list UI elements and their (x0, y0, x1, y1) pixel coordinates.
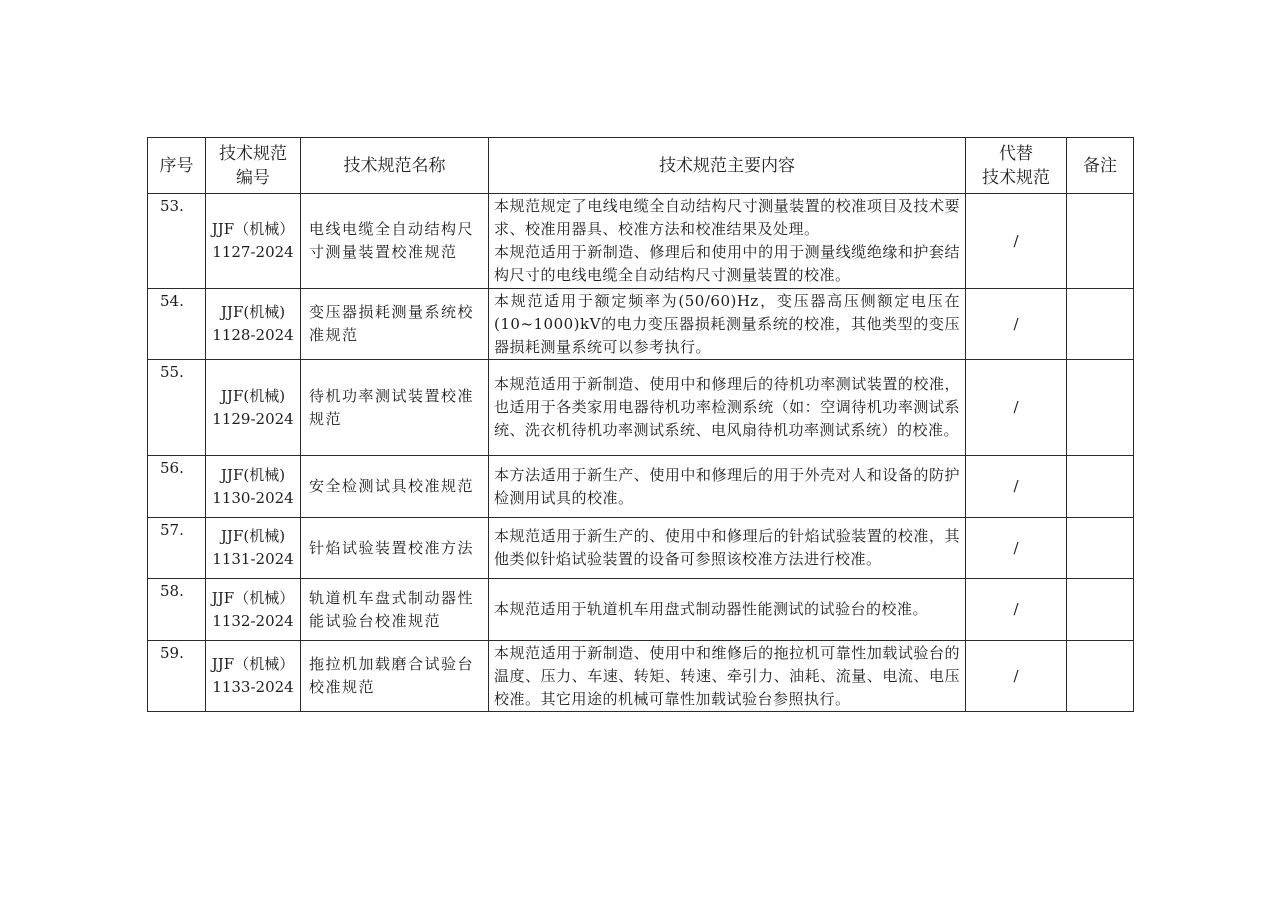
replaces-cell: / (966, 360, 1067, 456)
header-code (206, 138, 301, 194)
seq-cell: 56. (148, 456, 206, 518)
code-cell (206, 194, 301, 289)
code-number: 1133-2024 (212, 678, 294, 696)
content-paragraph: 本规范适用于新制造、修理后和使用中的用于测量线缆绝缘和护套结构尺寸的电线电缆全自动结构尺寸测量装置的校准。 (494, 243, 960, 284)
seq-cell: 57. (148, 518, 206, 579)
header-content: 技术规范主要内容 (489, 138, 966, 194)
remarks-cell (1067, 456, 1134, 518)
code-number: 1127-2024 (212, 243, 294, 261)
content-paragraph: 本规范适用于轨道机车用盘式制动器性能测试的试验台的校准。 (494, 600, 929, 618)
spec-table (147, 137, 1134, 712)
replaces-cell: / (966, 289, 1067, 360)
content-paragraph: 本规范适用于额定频率为(50/60)Hz，变压器高压侧额定电压在(10~1000)kV的电力变压器损耗测量系统的校准，其他类型的变压器损耗测量系统可以参考执行。 (494, 291, 960, 356)
remarks-cell (1067, 641, 1134, 712)
header-replaces-line: 技术规范 (982, 167, 1050, 188)
remarks-cell (1067, 289, 1134, 360)
remarks-cell (1067, 518, 1134, 579)
code-prefix: JJF(机械) (220, 386, 286, 405)
header-seq: 序号 (148, 138, 206, 194)
table-row (148, 289, 1134, 360)
name-cell: 安全检测试具校准规范 (301, 456, 489, 518)
seq-cell: 53. (148, 194, 206, 289)
seq-cell: 58. (148, 579, 206, 641)
code-prefix: JJF(机械) (220, 527, 286, 545)
code-cell (206, 360, 301, 456)
code-number: 1131-2024 (212, 550, 294, 568)
name-cell: 拖拉机加载磨合试验台校准规范 (301, 641, 489, 712)
name-cell: 轨道机车盘式制动器性能试验台校准规范 (301, 579, 489, 641)
code-prefix: JJF(机械) (220, 465, 286, 484)
seq-cell: 55. (148, 360, 206, 456)
header-remarks: 备注 (1067, 138, 1134, 194)
seq-cell: 54. (148, 289, 206, 360)
code-number: 1129-2024 (212, 409, 294, 428)
content-cell (489, 456, 966, 518)
content-paragraph: 本方法适用于新生产、使用中和修理后的用于外壳对人和设备的防护检测用试具的校准。 (494, 465, 960, 507)
content-cell (489, 194, 966, 289)
content-paragraph: 本规范适用于新生产的、使用中和修理后的针焰试验装置的校准，其他类似针焰试验装置的设备可参照该校准方法进行校准。 (494, 527, 960, 568)
remarks-cell (1067, 579, 1134, 641)
content-cell (489, 289, 966, 360)
seq-cell: 59. (148, 641, 206, 712)
code-prefix: JJF（机械） (211, 655, 295, 673)
code-cell (206, 579, 301, 641)
code-prefix: JJF（机械） (211, 220, 295, 238)
code-cell (206, 641, 301, 712)
replaces-cell: / (966, 194, 1067, 289)
header-code-line: 技术规范 (219, 143, 287, 164)
content-paragraph: 本规范适用于新制造、使用中和修理后的待机功率测试装置的校准，也适用于各类家用电器待机功率检测系统（如：空调待机功率测试系统、洗衣机待机功率测试系统、电风扇待机功率测试系统）的校准。 (494, 375, 960, 439)
name-cell: 待机功率测试装置校准规范 (301, 360, 489, 456)
replaces-cell: / (966, 641, 1067, 712)
code-number: 1130-2024 (212, 488, 294, 507)
header-row (148, 138, 1134, 194)
content-cell (489, 641, 966, 712)
replaces-cell: / (966, 456, 1067, 518)
table-row (148, 360, 1134, 456)
code-number: 1132-2024 (212, 611, 294, 630)
table-row (148, 456, 1134, 518)
content-paragraph: 本规范规定了电线电缆全自动结构尺寸测量装置的校准项目及技术要求、校准用器具、校准方法和校准结果及处理。 (494, 197, 960, 238)
content-cell (489, 360, 966, 456)
code-prefix: JJF(机械) (220, 303, 286, 321)
content-cell (489, 579, 966, 641)
replaces-cell: / (966, 518, 1067, 579)
table-row (148, 641, 1134, 712)
name-cell: 针焰试验装置校准方法 (301, 518, 489, 579)
name-cell: 电线电缆全自动结构尺寸测量装置校准规范 (301, 194, 489, 289)
table-row (148, 518, 1134, 579)
remarks-cell (1067, 360, 1134, 456)
replaces-cell: / (966, 579, 1067, 641)
table-row (148, 579, 1134, 641)
code-prefix: JJF（机械） (211, 588, 295, 607)
code-cell (206, 456, 301, 518)
content-cell (489, 518, 966, 579)
header-replaces-line: 代替 (999, 143, 1033, 164)
name-cell: 变压器损耗测量系统校准规范 (301, 289, 489, 360)
header-replaces (966, 138, 1067, 194)
remarks-cell (1067, 194, 1134, 289)
table-row (148, 194, 1134, 289)
code-cell (206, 289, 301, 360)
header-code-line: 编号 (236, 167, 270, 188)
content-paragraph: 本规范适用于新制造、使用中和维修后的拖拉机可靠性加载试验台的温度、压力、车速、转矩、转速、牵引力、油耗、流量、电流、电压校准。其它用途的机械可靠性加载试验台参照执行。 (494, 643, 960, 708)
code-cell (206, 518, 301, 579)
header-name: 技术规范名称 (301, 138, 489, 194)
code-number: 1128-2024 (212, 326, 294, 344)
